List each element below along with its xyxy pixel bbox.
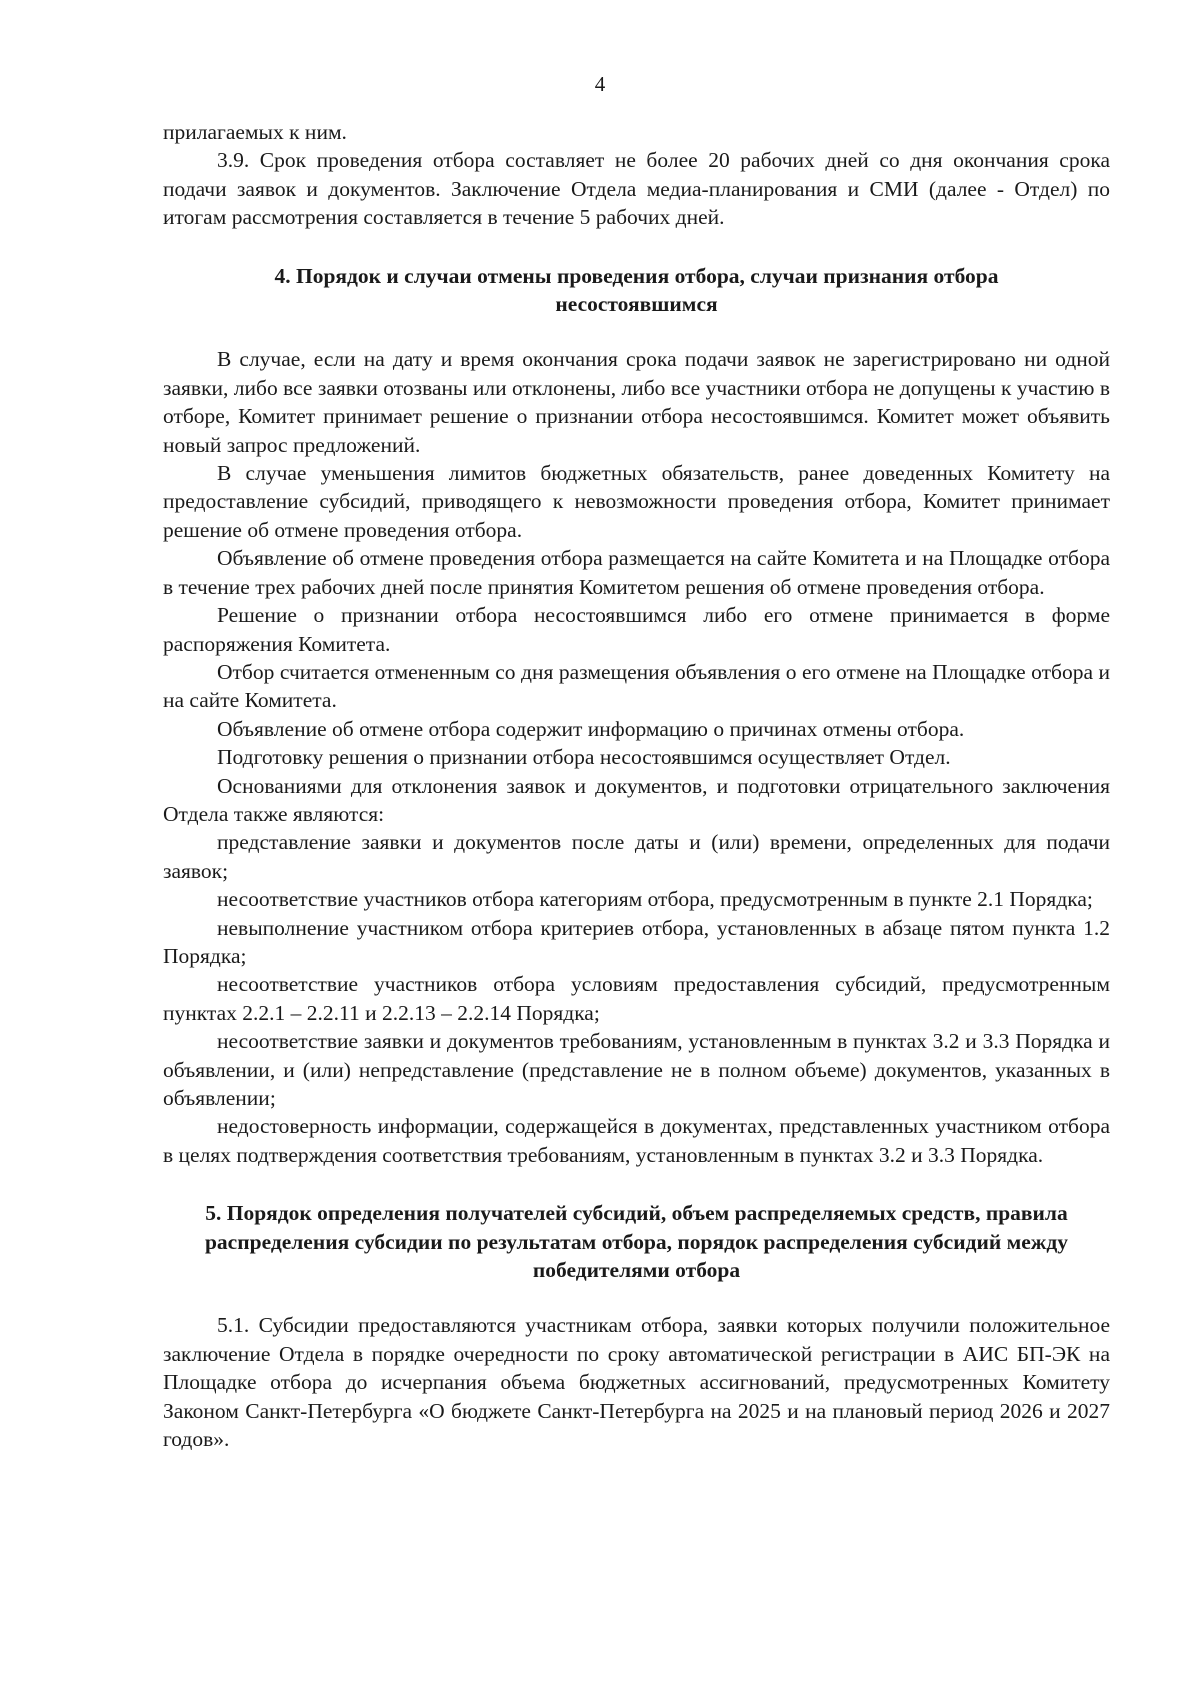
- section-4-list-item: несоответствие заявки и документов требованиям, установленным в пунктах 3.2 и 3.3 Порядка и объявлении, и (или) непредставление (представление не в полном объеме) документов, указанных в объявлении;: [163, 1029, 1110, 1110]
- paragraph-3-9: 3.9. Срок проведения отбора составляет не более 20 рабочих дней со дня окончания срока подачи заявок и документов. Заключение Отдела медиа-планирования и СМИ (далее - Отдел) по итогам рассмотрения составляется в течение 5 рабочих дней.: [163, 148, 1110, 230]
- section-4-list-item: недостоверность информации, содержащейся в документах, представленных участником отбора в целях подтверждения соответствия требованиям, установленным в пунктах 3.2 и 3.3 Порядка.: [163, 1114, 1110, 1167]
- section-4-paragraph: В случае уменьшения лимитов бюджетных обязательств, ранее доведенных Комитету на предоставление субсидий, приводящего к невозможности проведения отбора, Комитет принимает решение об отмене проведения отбора.: [163, 461, 1110, 542]
- section-4-heading: 4. Порядок и случаи отмены проведения отбора, случаи признания отбора несостоявшимся: [274, 263, 999, 317]
- paragraph-5-1: 5.1. Субсидии предоставляются участникам отбора, заявки которых получили положительное заключение Отдела в порядке очередности по сроку автоматической регистрации в АИС БП-ЭК на Площадке отбора до исчерпания объема бюджетных ассигнований, предусмотренных Комитету Законом Санкт-Петербурга «О бюджете Санкт-Петербурга на 2025 и на плановый период 2026 и 2027 годов».: [163, 1313, 1110, 1452]
- section-4-paragraph: В случае, если на дату и время окончания срока подачи заявок не зарегистрировано ни одной заявки, либо все заявки отозваны или отклонены, либо все участники отбора не допущены к участию в отборе, Комитет принимает решение о признании отбора несостоявшимся. Комитет может объявить новый запрос предложений.: [163, 347, 1110, 457]
- section-4-paragraph: Объявление об отмене проведения отбора размещается на сайте Комитета и на Площадке отбора в течение трех рабочих дней после принятия Комитетом решения об отмене проведения отбора.: [163, 546, 1110, 599]
- section-4-paragraph: Объявление об отмене отбора содержит информацию о причинах отмены отбора.: [217, 716, 965, 741]
- section-4-paragraph: Решение о признании отбора несостоявшимся либо его отмене принимается в форме распоряжения Комитета.: [163, 603, 1110, 656]
- paragraph-continuation: прилагаемых к ним.: [163, 120, 347, 144]
- section-4-list-item: несоответствие участников отбора категориям отбора, предусмотренным в пункте 2.1 Порядка;: [217, 887, 1093, 912]
- section-4-paragraph: Основаниями для отклонения заявок и документов, и подготовки отрицательного заключения Отдела также являются:: [163, 773, 1110, 826]
- section-4-list-item: несоответствие участников отбора условиям предоставления субсидий, предусмотренным пунктах 2.2.1 – 2.2.11 и 2.2.13 – 2.2.14 Порядка;: [163, 972, 1110, 1025]
- section-4-list-item: представление заявки и документов после даты и (или) времени, определенных для подачи заявок;: [163, 830, 1110, 883]
- page-number: 4: [594, 72, 606, 96]
- section-4-list-item: невыполнение участником отбора критериев отбора, установленных в абзаце пятом пункта 1.2 Порядка;: [163, 915, 1110, 968]
- section-4-paragraph: Отбор считается отмененным со дня размещения объявления о его отмене на Площадке отбора и на сайте Комитета.: [163, 659, 1110, 713]
- document-body: [163, 118, 1110, 1453]
- section-4-paragraph: Подготовку решения о признании отбора несостоявшимся осуществляет Отдел.: [217, 745, 951, 770]
- section-5-heading: 5. Порядок определения получателей субсидий, объем распределяемых средств, правила распределения субсидии по результатам отбора, порядок распределения субсидий между победителями отбора: [204, 1201, 1069, 1283]
